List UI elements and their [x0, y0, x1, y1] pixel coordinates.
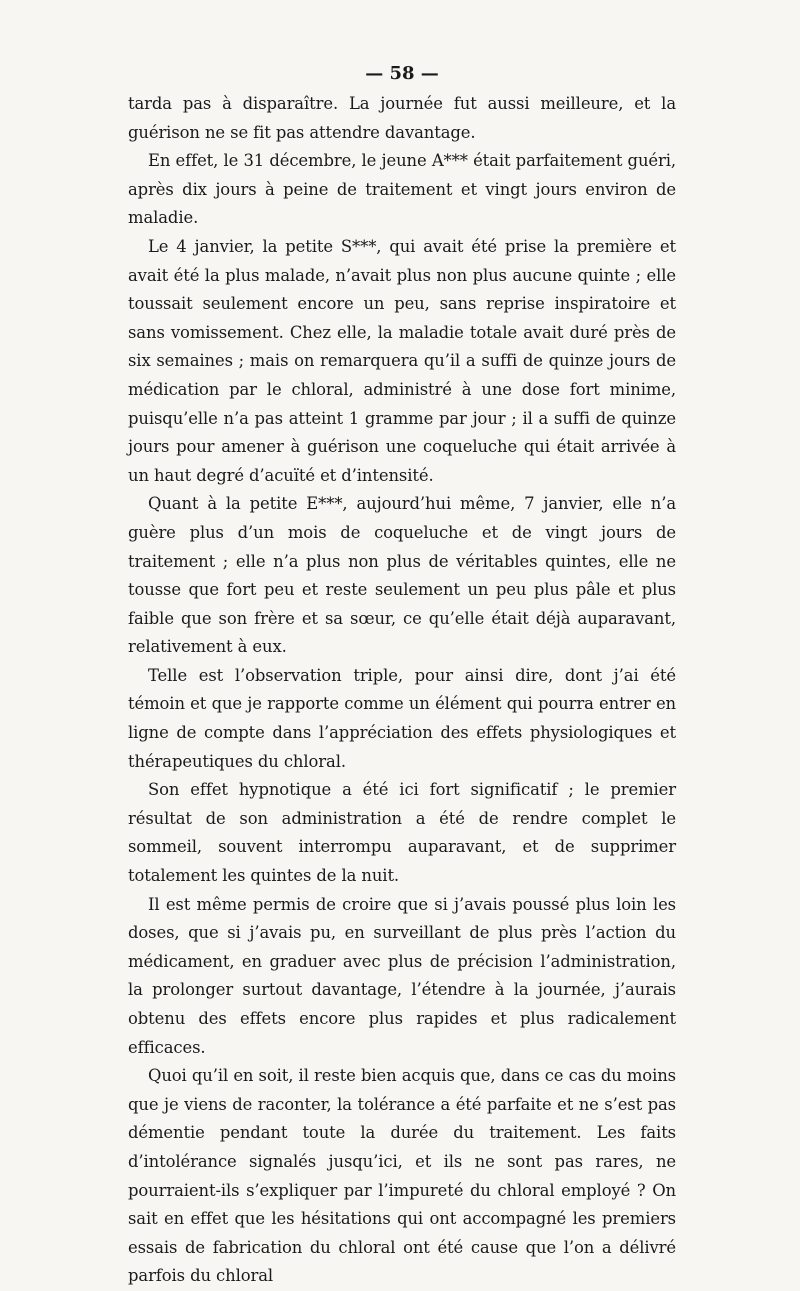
paragraph-2: En effet, le 31 décembre, le jeune A*** était parfaitement guéri, après dix jours à peine de traitement et vingt jours environ de maladie.: [128, 151, 676, 228]
paragraph-4: Quant à la petite E***, aujourd’hui même, 7 janvier, elle n’a guère plus d’un mois de coqueluche et de vingt jours de traitement ; elle n’a plus non plus de véritables quintes, elle ne tousse que fort peu et reste seulement un peu plus pâle et plus faible que son frère et sa sœur, ce qu’elle était déjà auparavant, relativement à eux.: [128, 494, 676, 657]
paragraph-1: tarda pas à disparaître. La journée fut aussi meilleure, et la guérison ne se fit pas attendre davantage.: [128, 94, 676, 142]
paragraph-6: Son effet hypnotique a été ici fort significatif ; le premier résultat de son administration a été de rendre complet le sommeil, souvent interrompu auparavant, et de supprimer totalement les quintes de la nuit.: [128, 780, 676, 886]
page-number: — 58 —: [365, 63, 439, 84]
paragraph-3: Le 4 janvier, la petite S***, qui avait été prise la première et avait été la plus malade, n’avait plus non plus aucune quinte ; elle toussait seulement encore un peu, sans reprise inspiratoire et sans vomissement. Chez elle, la maladie totale avait duré près de six semaines ; mais on remarquera qu’il a suffi de quinze jours de médication par le chloral, administré à une dose fort minime, puisqu’elle n’a pas atteint 1 gramme par jour ; il a suffi de quinze jours pour amener à guérison une coqueluche qui était arrivée à un haut degré d’acuïté et d’intensité.: [128, 236, 676, 485]
paragraph-7: Il est même permis de croire que si j’avais poussé plus loin les doses, que si j’avais pu, en surveillant de plus près l’action du médicament, en graduer avec plus de précision l’administration, la prolonger surtout davantage, l’étendre à la journée, j’aurais obtenu des effets encore plus rapides et plus radicalement efficaces.: [128, 894, 676, 1057]
paragraph-8: Quoi qu’il en soit, il reste bien acquis que, dans ce cas du moins que je viens de raconter, la tolérance a été parfaite et ne s’est pas démentie pendant toute la durée du traitement. Les faits d’intolérance signalés jusqu’ici, et ils ne sont pas rares, ne pourraient-ils s’expliquer par l’impureté du chloral employé ? On sait en effet que les hésitations qui ont accompagné les premiers essais de fabrication du chloral ont été cause que l’on a délivré parfois du chloral: [128, 1066, 676, 1286]
paragraph-5: Telle est l’observation triple, pour ainsi dire, dont j’ai été témoin et que je rapporte comme un élément qui pourra entrer en ligne de compte dans l’appréciation des effets physiologiques et thérapeutiques du chloral.: [128, 665, 676, 771]
book-page: [128, 60, 676, 1291]
